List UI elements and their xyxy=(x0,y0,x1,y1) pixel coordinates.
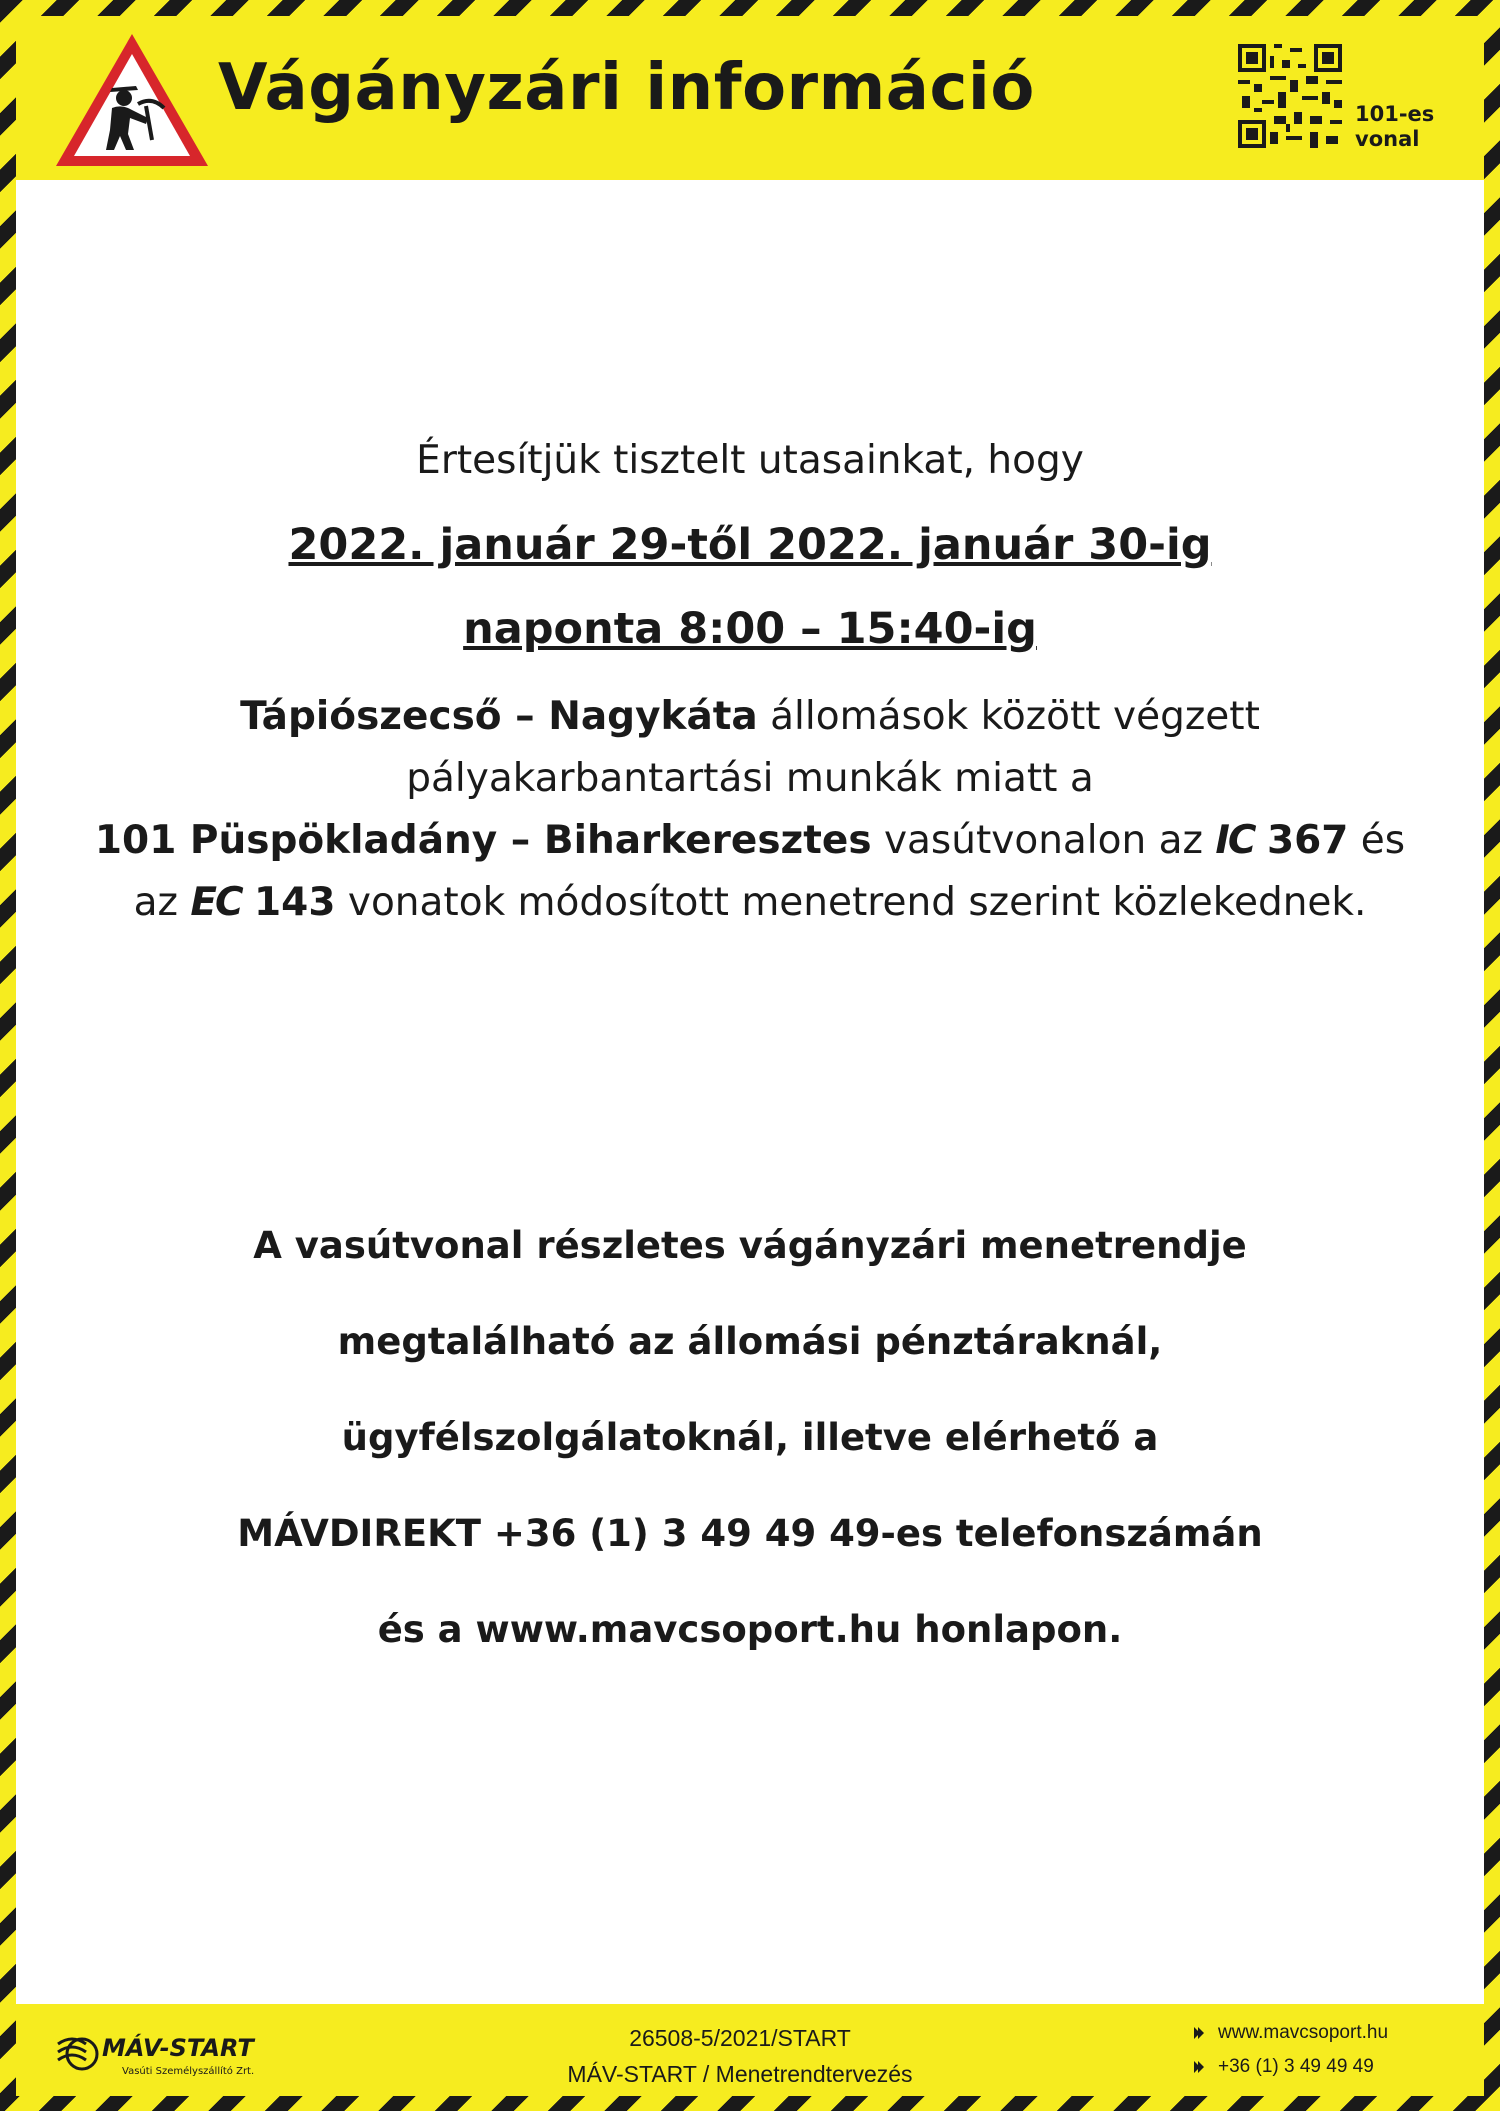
arrow-right-icon xyxy=(1192,2026,1206,2040)
ec-category-icon: EC xyxy=(190,880,242,925)
line-label-text: vonal xyxy=(1355,127,1420,151)
info-line-1: A vasútvonal részletes vágányzári menetrendje xyxy=(253,1224,1247,1267)
time-range: naponta 8:00 – 15:40-ig xyxy=(463,604,1037,654)
body-line-1 xyxy=(40,686,1460,748)
train-number: 367 xyxy=(1266,818,1349,863)
body-text-segment: az xyxy=(133,880,191,925)
website-link[interactable] xyxy=(1192,2016,1482,2050)
intro-text: Értesítjük tisztelt utasainkat, hogy xyxy=(416,438,1084,483)
body-line-3 xyxy=(40,810,1460,872)
reference-number: 26508-5/2021/START xyxy=(629,2025,851,2051)
railway-line-name: 101 Püspökladány – Biharkeresztes xyxy=(94,818,872,863)
website-url[interactable]: www.mavcsoport.hu xyxy=(1218,2022,1389,2043)
department-name: MÁV-START / Menetrendtervezés xyxy=(567,2061,913,2087)
date-range: 2022. január 29-től 2022. január 30-ig xyxy=(288,520,1212,570)
contact-info xyxy=(1192,2016,1482,2084)
line-label-number: 101-es xyxy=(1355,102,1435,126)
body-text-segment: vonatok módosított menetrend szerint közlekednek. xyxy=(335,880,1367,925)
body-text-segment: vasútvonalon az xyxy=(871,818,1216,863)
info-line-3: ügyfélszolgálatoknál, illetve elérhető a xyxy=(341,1416,1159,1459)
mav-start-logo xyxy=(52,2022,282,2082)
track-worker-warning-icon xyxy=(52,30,212,170)
body-text-segment: és xyxy=(1348,818,1406,863)
info-line-4: MÁVDIREKT +36 (1) 3 49 49 49-es telefonszámán xyxy=(237,1512,1263,1555)
line-number-label xyxy=(1355,102,1434,152)
info-line-2: megtalálható az állomási pénztáraknál, xyxy=(337,1320,1163,1363)
body-line-4 xyxy=(40,872,1460,934)
arrow-right-icon xyxy=(1192,2060,1206,2074)
body-text-segment: állomások között végzett xyxy=(757,694,1260,739)
closure-description xyxy=(40,686,1460,934)
qr-code-icon[interactable] xyxy=(1238,44,1342,148)
page-title: Vágányzári információ xyxy=(218,51,1035,125)
section-name: Tápiószecső – Nagykáta xyxy=(240,694,758,739)
svg-text:Vasúti Személyszállító Zrt.: Vasúti Személyszállító Zrt. xyxy=(122,2066,255,2077)
ic-category-icon: IC xyxy=(1215,818,1255,863)
phone-link[interactable] xyxy=(1192,2050,1482,2084)
body-line-2: pályakarbantartási munkák miatt a xyxy=(406,756,1094,801)
info-line-5: és a www.mavcsoport.hu honlapon. xyxy=(377,1608,1123,1651)
timetable-info xyxy=(40,1198,1460,1678)
train-number: 143 xyxy=(254,880,336,925)
document-reference xyxy=(460,2020,1020,2092)
svg-text:MÁV-START: MÁV-START xyxy=(102,2034,254,2062)
phone-number[interactable]: +36 (1) 3 49 49 49 xyxy=(1218,2056,1374,2077)
